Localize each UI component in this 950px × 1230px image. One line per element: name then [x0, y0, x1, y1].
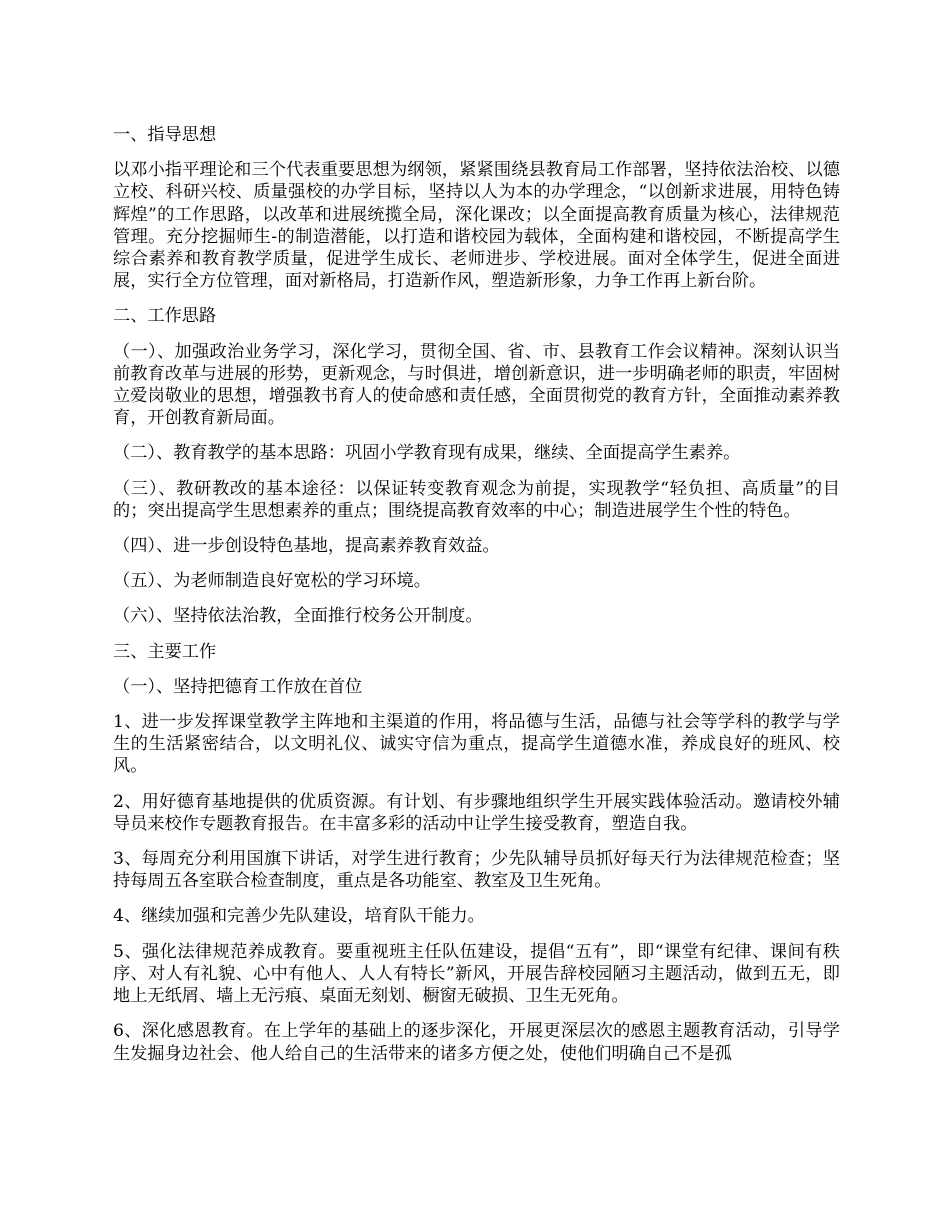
- paragraph-item-2: 2、用好德育基地提供的优质资源。有计划、有步骤地组织学生开展实践体验活动。邀请校外辅导员来校作专题教育报告。在丰富多彩的活动中让学生接受教育，塑造自我。: [113, 791, 840, 834]
- paragraph-approach-4: （四）、进一步创设特色基地，提高素养教育效益。: [113, 536, 500, 557]
- paragraph-item-3: 3、每周充分利用国旗下讲话，对学生进行教育；少先队辅导员抓好每天行为法律规范检查；坚持每周五各室联合检查制度，重点是各功能室、教室及卫生死角。: [113, 849, 840, 892]
- paragraph-approach-6: （六）、坚持依法治教，全面推行校务公开制度。: [113, 606, 483, 627]
- paragraph-approach-1: （一）、加强政治业务学习，深化学习，贯彻全国、省、市、县教育工作会议精神。深刻认识当前教育改革与进展的形势，更新观念，与时俱进，增创新意识，进一步明确老师的职责，牢固树立爱岗敬业的思想，增强教书育人的使命感和责任感，全面贯彻党的教育方针，全面推动素养教育，开创教育新局面。: [113, 341, 840, 429]
- section-heading-main-work: 三、主要工作: [113, 641, 217, 662]
- section-heading-work-approach: 二、工作思路: [113, 306, 217, 327]
- paragraph-approach-3: （三）、教研教改的基本途径：以保证转变教育观念为前提，实现教学“轻负担、高质量”的目的；突出提高学生思想素养的重点；围绕提高教育效率的中心；制造进展学生个性的特色。: [113, 478, 840, 521]
- paragraph-item-1: 1、进一步发挥课堂教学主阵地和主渠道的作用，将品德与生活，品德与社会等学科的教学与学生的生活紧密结合，以文明礼仪、诚实守信为重点，提高学生道德水准，养成良好的班风、校风。: [113, 712, 840, 777]
- paragraph-item-4: 4、继续加强和完善少先队建设，培育队干能力。: [113, 906, 485, 927]
- section-heading-guiding-thought: 一、指导思想: [113, 125, 217, 145]
- paragraph-guiding-thought: 以邓小指平理论和三个代表重要思想为纲领，紧紧围绕县教育局工作部署，坚持依法治校、以德立校、科研兴校、质量强校的办学目标，坚持以人为本的办学理念，“以创新求进展，用特色铸辉煌”的工作思路，以改革和进展统揽全局，深化课改；以全面提高教育质量为核心，法律规范管理。充分挖掘师生-的制造潜能，以打造和谐校园为载体，全面构建和谐校园，不断提高学生综合素养和教育教学质量，促进学生成长、老师进步、学校进展。面对全体学生，促进全面进展，实行全方位管理，面对新格局，打造新作风，塑造新形象，力争工作再上新台阶。: [113, 160, 840, 292]
- paragraph-item-6: 6、深化感恩教育。在上学年的基础上的逐步深化，开展更深层次的感恩主题教育活动，引导学生发掘身边社会、他人给自己的生活带来的诸多方便之处，使他们明确自己不是孤: [113, 1021, 840, 1064]
- paragraph-approach-5: （五）、为老师制造良好宽松的学习环境。: [113, 571, 431, 592]
- subheading-moral-education: （一）、坚持把德育工作放在首位: [113, 676, 363, 697]
- paragraph-item-5: 5、强化法律规范养成教育。要重视班主任队伍建设，提倡“五有”，即“课堂有纪律、课间有秩序、对人有礼貌、心中有他人、人人有特长”新风，开展告辞校园陋习主题活动，做到五无，即地上无纸屑、墙上无污痕、桌面无刻划、橱窗无破损、卫生无死角。: [113, 941, 840, 1007]
- document-page: [113, 124, 840, 1078]
- paragraph-approach-2: （二）、教育教学的基本思路：巩固小学教育现有成果，继续、全面提高学生素养。: [113, 443, 741, 464]
